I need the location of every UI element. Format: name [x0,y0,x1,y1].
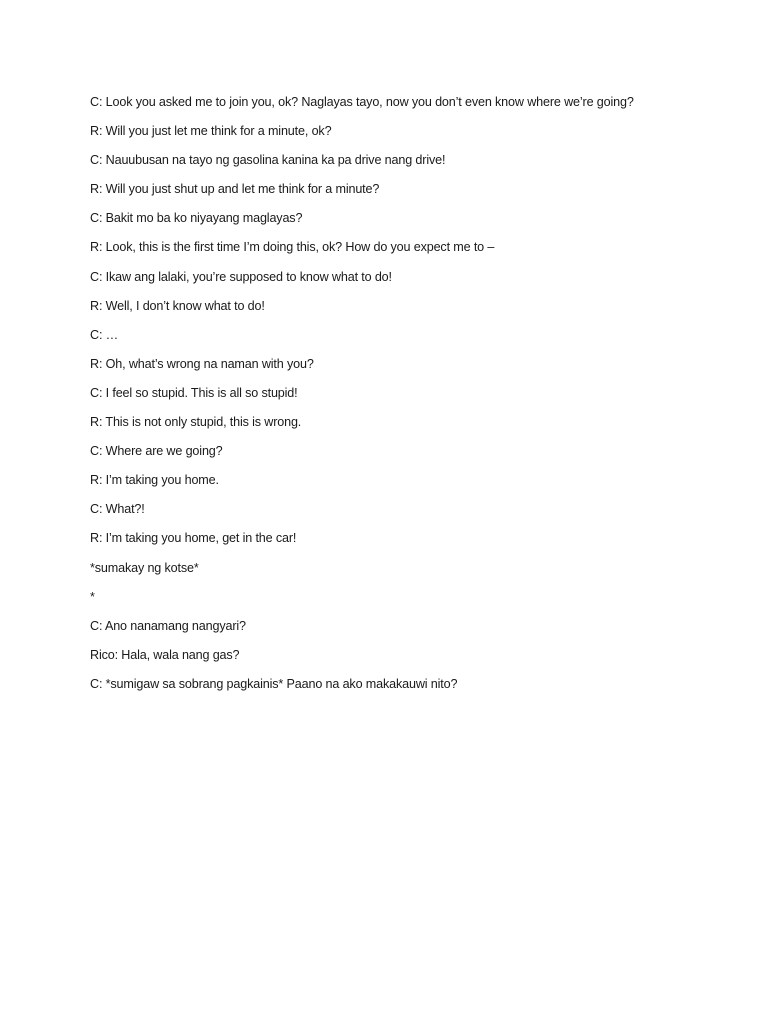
dialogue-line: C: I feel so stupid. This is all so stupid! [90,385,298,400]
scene-break: * [90,589,95,604]
dialogue-line: R: I’m taking you home. [90,473,219,488]
dialogue-line: C: Ano nanamang nangyari? [90,618,246,633]
dialogue-line: C: Nauubusan na tayo ng gasolina kanina ka pa drive nang drive! [90,153,446,168]
dialogue-line: R: Will you just let me think for a minute, ok? [90,124,332,139]
dialogue-line: R: Oh, what’s wrong na naman with you? [90,356,314,371]
dialogue-line: C: Bakit mo ba ko niyayang maglayas? [90,211,303,226]
dialogue-line: R: Look, this is the first time I’m doing this, ok? How do you expect me to – [90,240,495,255]
dialogue-line: R: This is not only stupid, this is wrong. [90,415,302,430]
dialogue-line: R: I’m taking you home, get in the car! [90,531,297,546]
dialogue-line: R: Will you just shut up and let me think for a minute? [90,182,380,197]
dialogue-line: C: Ikaw ang lalaki, you’re supposed to know what to do! [90,269,392,284]
dialogue-line: C: Where are we going? [90,444,223,459]
dialogue-line: Rico: Hala, wala nang gas? [90,647,240,662]
dialogue-line: C: What?! [90,502,145,517]
dialogue-line: C: *sumigaw sa sobrang pagkainis* Paano na ako makakauwi nito? [90,676,458,691]
dialogue-line: C: … [90,327,119,342]
dialogue-text [90,92,730,703]
dialogue-line: C: Look you asked me to join you, ok? Naglayas tayo, now you don’t even know where we’re going? [90,95,634,109]
dialogue-line: R: Well, I don’t know what to do! [90,298,265,313]
stage-direction: *sumakay ng kotse* [90,560,199,575]
